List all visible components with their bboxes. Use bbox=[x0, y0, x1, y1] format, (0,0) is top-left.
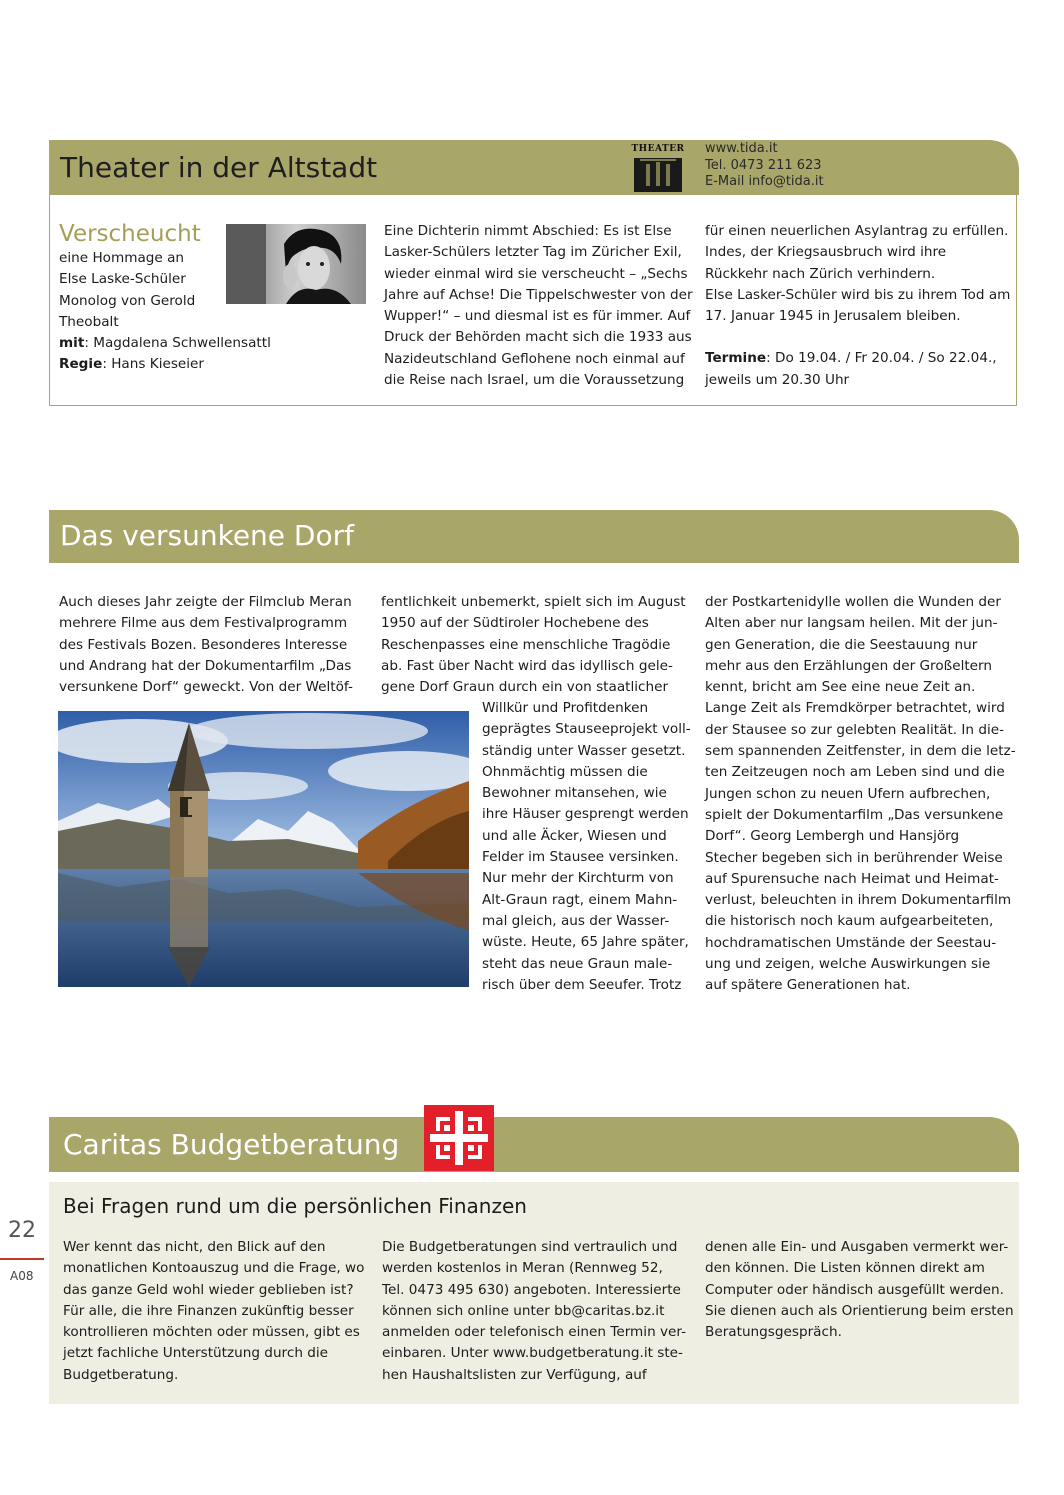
text-line: 1950 auf der Südtiroler Hochebene des bbox=[381, 615, 649, 632]
mit-label: mit bbox=[59, 335, 85, 352]
dorf-col1 bbox=[59, 592, 353, 698]
text-line: ab. Fast über Nacht wird das idyllisch gele- bbox=[381, 657, 673, 674]
text-line: wüste. Heute, 65 Jahre später, bbox=[482, 934, 689, 951]
text-line: Auch dieses Jahr zeigte der Filmclub Meran bbox=[59, 594, 352, 610]
text-line: Else Lasker-Schüler wird bis zu ihrem Tod am bbox=[705, 286, 1011, 303]
text-line: 17. Januar 1945 in Jerusalem bleiben. bbox=[705, 308, 961, 325]
theater-logo-text: THEATER bbox=[631, 144, 685, 154]
intro-line: Theobalt bbox=[59, 313, 119, 330]
text-line: Für alle, die ihre Finanzen zukünftig besser bbox=[63, 1302, 354, 1319]
text-line: das ganze Geld wohl wieder geblieben ist? bbox=[63, 1281, 354, 1298]
dorf-title: Das versunkene Dorf bbox=[60, 519, 354, 552]
page-number: 22 bbox=[8, 1218, 36, 1243]
text-line: gene Dorf Graun durch ein von staatlicher bbox=[381, 679, 669, 696]
intro-line: Else Laske-Schüler bbox=[59, 271, 186, 288]
text-line: ten Zeitzeugen noch am Leben sind und die bbox=[705, 764, 1005, 781]
text-line: Wupper!“ – und diesmal ist es für immer. Auf bbox=[384, 308, 691, 325]
text-line: Rückkehr nach Zürich verhindern. bbox=[705, 265, 936, 282]
text-line: denen alle Ein- und Ausgaben vermerkt wer- bbox=[705, 1239, 1009, 1255]
text-line: risch über dem Seeufer. Trotz bbox=[482, 976, 682, 993]
text-line: Ohnmächtig müssen die bbox=[482, 763, 648, 780]
text-line: Eine Dichterin nimmt Abschied: Es ist Else bbox=[384, 223, 672, 239]
text-line: Reschenpasses eine menschliche Tragödie bbox=[381, 636, 671, 653]
text-line: Willkür und Profitdenken bbox=[482, 700, 649, 716]
intro-line: eine Hommage an bbox=[59, 250, 185, 266]
text-line: Alt-Graun ragt, einem Mahn- bbox=[482, 891, 678, 908]
text-line: hochdramatischen Umstände der Seestau- bbox=[705, 934, 997, 951]
text-line: mehr aus den Erzählungen der Großeltern bbox=[705, 657, 993, 674]
text-line: Jahre auf Achse! Die Tippelschwester von der bbox=[384, 286, 693, 303]
text-line: Indes, der Kriegsausbruch wird ihre bbox=[705, 244, 947, 261]
page-number-divider bbox=[0, 1258, 44, 1260]
regie-value: : Hans Kieseier bbox=[102, 356, 205, 373]
caritas-col3 bbox=[705, 1237, 1014, 1343]
text-line: Stecher begeben sich in berührender Weise bbox=[705, 849, 1003, 866]
text-line: auf spätere Generationen hat. bbox=[705, 977, 911, 994]
text-line: verlust, beleuchten in ihrem Dokumentarfilm bbox=[705, 892, 1012, 909]
theater-contact bbox=[705, 141, 824, 191]
text-line: der Postkartenidylle wollen die Wunden der bbox=[705, 594, 1001, 610]
text-line: mal gleich, aus der Wasser- bbox=[482, 912, 670, 929]
text-line: wieder einmal wird sie verscheucht – „Sechs bbox=[384, 265, 688, 282]
play-title: Verscheucht bbox=[59, 221, 201, 247]
text-line: die Reise nach Israel, um die Voraussetzung bbox=[384, 372, 685, 389]
text-line: mehrere Filme aus dem Festivalprogramm bbox=[59, 615, 348, 632]
text-line: für einen neuerlichen Asylantrag zu erfüllen. bbox=[705, 223, 1009, 239]
dorf-col2-top bbox=[381, 592, 686, 698]
caritas-col2 bbox=[382, 1237, 686, 1386]
text-line: ihre Häuser gesprengt werden bbox=[482, 806, 689, 823]
page-code: A08 bbox=[10, 1269, 34, 1283]
termine-value: : Do 19.04. / Fr 20.04. / So 22.04., bbox=[766, 350, 997, 367]
text-line: Nazideutschland Geflohene noch einmal auf bbox=[384, 350, 685, 367]
text-line: ung und zeigen, welche Auswirkungen sie bbox=[705, 956, 991, 973]
lake-church-photo bbox=[58, 711, 469, 987]
text-line: Wer kennt das nicht, den Blick auf den bbox=[63, 1239, 326, 1255]
theater-col3 bbox=[705, 221, 1010, 391]
text-line: Dorf“. Georg Lembergh und Hansjörg bbox=[705, 828, 960, 845]
text-line: gen Generation, die die Seestauung nur bbox=[705, 636, 978, 653]
text-line: geprägtes Stauseeprojekt voll- bbox=[482, 721, 691, 738]
text-line: und alle Äcker, Wiesen und bbox=[482, 827, 667, 844]
text-line: Jungen schon zu neuen Ufern aufbrechen, bbox=[705, 785, 991, 802]
text-line: versunkene Dorf“ geweckt. Von der Weltöf- bbox=[59, 679, 353, 696]
text-line: jetzt fachliche Unterstützung durch die bbox=[63, 1345, 329, 1362]
mit-line bbox=[59, 333, 271, 354]
theater-logo-icon bbox=[634, 156, 682, 192]
caritas-title: Caritas Budgetberatung bbox=[63, 1128, 400, 1161]
text-line: ständig unter Wasser gesetzt. bbox=[482, 742, 686, 759]
text-line: werden kostenlos in Meran (Rennweg 52, bbox=[382, 1260, 663, 1277]
termine-line bbox=[705, 348, 1010, 369]
text-line: Felder im Stausee versinken. bbox=[482, 849, 679, 866]
text-line: der Stausee so zur gelebten Realität. In die- bbox=[705, 721, 1005, 738]
text-line: sem spannenden Zeitfenster, in dem die letz- bbox=[705, 743, 1016, 760]
text-line: auf Spurensuche nach Heimat und Heimat- bbox=[705, 870, 999, 887]
text-line: Computer oder händisch ausgefüllt werden. bbox=[705, 1281, 1004, 1298]
text-line: des Festivals Bozen. Besonderes Interesse bbox=[59, 636, 348, 653]
email-link[interactable]: E-Mail info@tida.it bbox=[705, 174, 824, 189]
text-line: Die Budgetberatungen sind vertraulich und bbox=[382, 1239, 678, 1255]
theater-title: Theater in der Altstadt bbox=[60, 151, 378, 184]
text-line: Budgetberatung. bbox=[63, 1366, 179, 1383]
text-line: Bewohner mitansehen, wie bbox=[482, 785, 667, 802]
termine-line-2: jeweils um 20.30 Uhr bbox=[705, 371, 850, 388]
text-line: fentlichkeit unbemerkt, spielt sich im August bbox=[381, 594, 686, 610]
text-line: anmelden oder telefonisch einen Termin ver- bbox=[382, 1324, 687, 1341]
theater-logo bbox=[630, 144, 686, 192]
text-line: Lange Zeit als Fremdkörper betrachtet, wird bbox=[705, 700, 1005, 717]
intro-line: Monolog von Gerold bbox=[59, 292, 196, 309]
text-line: Nur mehr der Kirchturm von bbox=[482, 870, 674, 887]
text-line: hen Haushaltslisten zur Verfügung, auf bbox=[382, 1366, 647, 1383]
text-line: Tel. 0473 495 630) angeboten. Interessierte bbox=[382, 1281, 681, 1298]
text-line: und Andrang hat der Dokumentarfilm „Das bbox=[59, 657, 352, 674]
text-line: steht das neue Graun male- bbox=[482, 955, 673, 972]
caritas-col1 bbox=[63, 1237, 364, 1386]
mit-value: : Magdalena Schwellensattl bbox=[84, 335, 271, 352]
text-line: spielt der Dokumentarfilm „Das versunkene bbox=[705, 806, 1004, 823]
theater-col2 bbox=[384, 221, 693, 391]
regie-label: Regie bbox=[59, 356, 103, 373]
text-line: monatlichen Kontoauszug und die Frage, wo bbox=[63, 1260, 365, 1277]
text-line: Sie dienen auch als Orientierung beim ersten bbox=[705, 1302, 1014, 1319]
theater-col1 bbox=[59, 248, 271, 376]
text-line: kennt, bricht am See eine neue Zeit an. bbox=[705, 679, 976, 696]
phone-text: Tel. 0473 211 623 bbox=[705, 157, 822, 173]
caritas-cross-icon bbox=[424, 1105, 494, 1171]
text-line: können sich online unter bb@caritas.bz.it bbox=[382, 1302, 665, 1319]
website-link[interactable]: www.tida.it bbox=[705, 141, 778, 156]
text-line: die historisch noch kaum aufgearbeiteten, bbox=[705, 913, 994, 930]
termine-label: Termine bbox=[705, 350, 767, 367]
text-line: einbaren. Unter www.budgetberatung.it ste- bbox=[382, 1345, 683, 1362]
caritas-subtitle: Bei Fragen rund um die persönlichen Finanzen bbox=[63, 1194, 527, 1218]
text-line: Alten aber nur langsam heilen. Mit der jun- bbox=[705, 615, 998, 632]
text-line: kontrollieren möchten oder müssen, gibt es bbox=[63, 1324, 360, 1341]
text-line: Beratungsgespräch. bbox=[705, 1324, 842, 1341]
regie-line bbox=[59, 354, 271, 375]
dorf-col2-narrow bbox=[482, 698, 691, 996]
text-line: den können. Die Listen können direkt am bbox=[705, 1260, 985, 1277]
text-line: Druck der Behörden macht sich die 1933 aus bbox=[384, 329, 692, 346]
dorf-col3 bbox=[705, 592, 1016, 997]
text-line: Lasker-Schülers letzter Tag im Züricher Exil, bbox=[384, 244, 682, 261]
